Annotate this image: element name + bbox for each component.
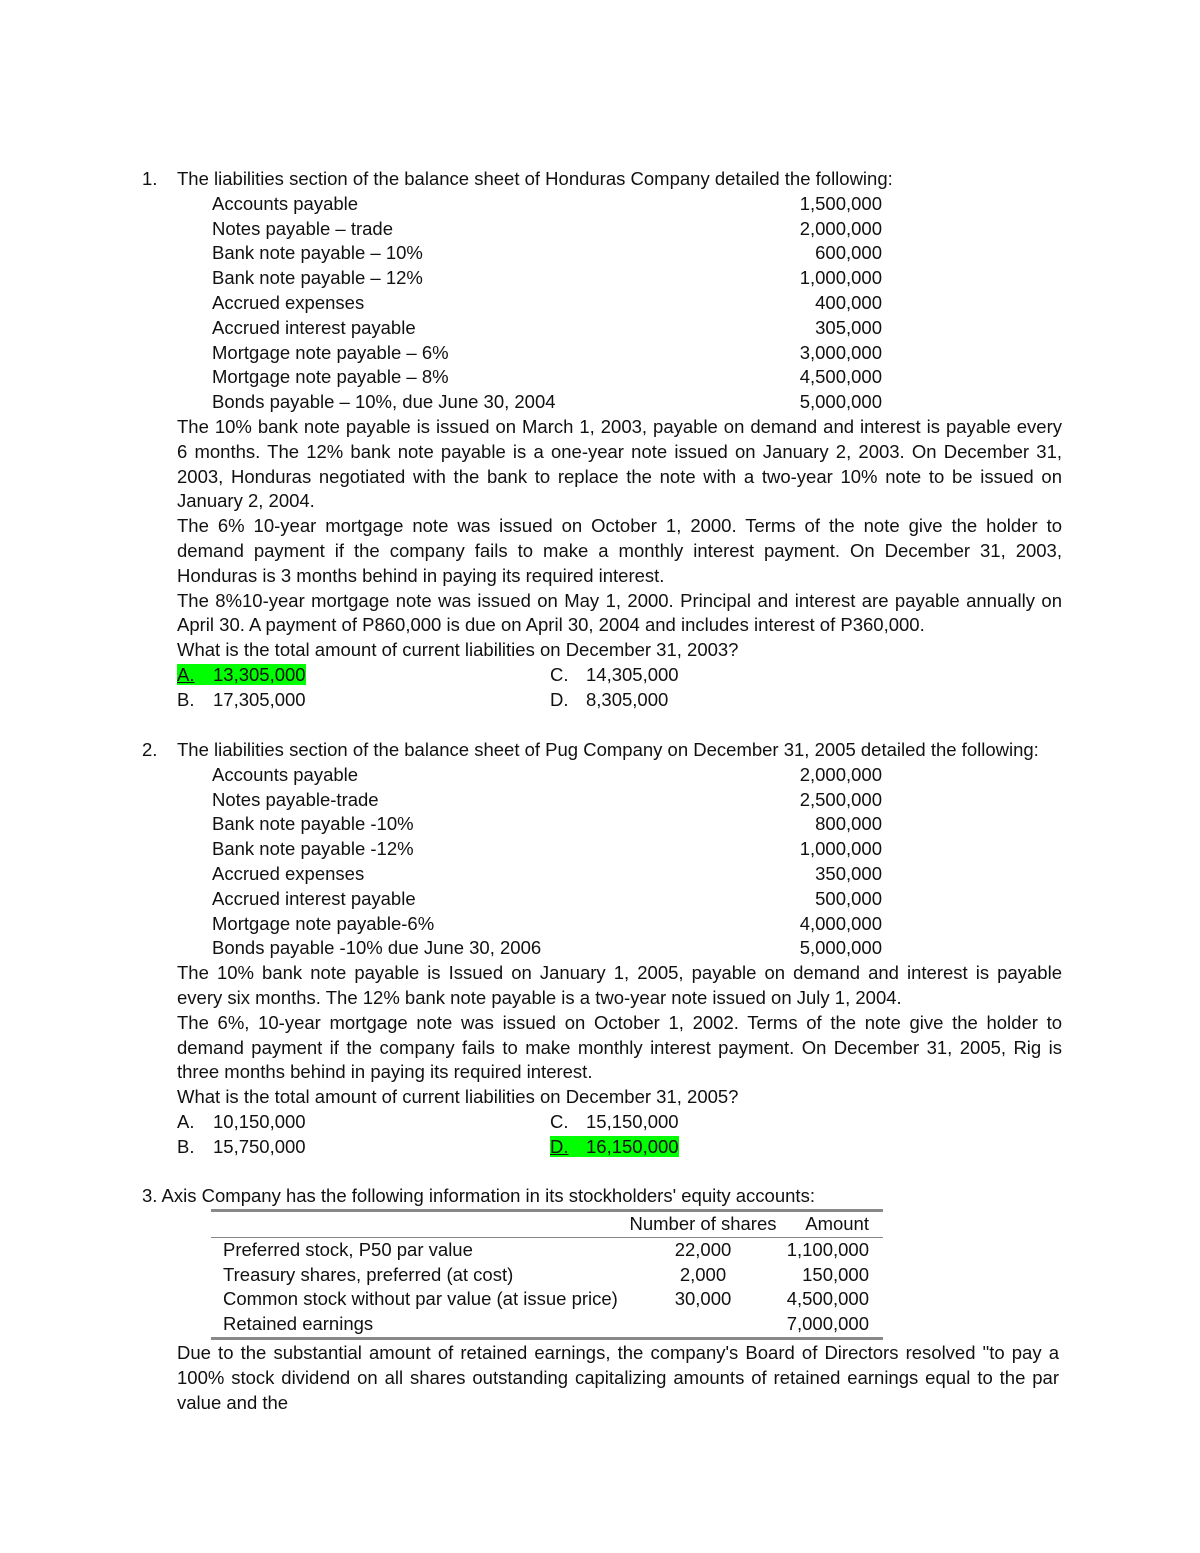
choice-b[interactable]: B. 15,750,000 [177,1135,306,1157]
liability-row: Bonds payable – 10%, due June 30, 2004 5,000,000 [212,391,882,413]
table-row: Treasury shares, preferred (at cost) 2,000 150,000 [223,1263,869,1285]
table-row: Preferred stock, P50 par value 22,000 1,100,000 [223,1238,869,1260]
liability-row: Accrued expenses 400,000 [212,291,882,313]
answer-choices [177,1110,1062,1160]
question-number: 1. [142,168,158,189]
liability-row: Bank note payable -12% 1,000,000 [212,838,882,860]
choice-c[interactable]: C. 15,150,000 [550,1110,679,1132]
question-1 [142,167,1062,713]
question-number: 2. [142,739,158,760]
question-3-stem: 3. Axis Company has the following information in its stockholders' equity accounts: [142,1185,815,1206]
liability-row: Bank note payable – 10% 600,000 [212,242,882,264]
liability-row: Mortgage note payable – 6% 3,000,000 [212,341,882,363]
table-header-row [211,1211,883,1238]
question-body [142,738,1062,1160]
question-2 [142,738,1062,1160]
question-body [142,167,1062,713]
liability-row: Bank note payable – 12% 1,000,000 [212,267,882,289]
liability-row: Accounts payable 2,000,000 [212,763,882,785]
liability-row: Accrued expenses 350,000 [212,862,882,884]
liability-row: Mortgage note payable-6% 4,000,000 [212,912,882,934]
column-header-amount: Amount [783,1211,883,1238]
paragraph: The 10% bank note payable is Issued on January 1, 2005, payable on demand and interest is payable every six months. The 12% bank note payable is a two-year note issued on July 1, 2004. [177,962,1062,1008]
paragraph: The 6% 10-year mortgage note was issued on October 1, 2000. Terms of the note give the holder to demand payment if the company fails to make a monthly interest payment. On December 31, 2003, Honduras is 3 months behind in paying its required interest. [177,515,1062,586]
choice-c[interactable]: C. 14,305,000 [550,663,679,685]
liability-row: Notes payable-trade 2,500,000 [212,788,882,810]
liability-row: Bonds payable -10% due June 30, 2006 5,000,000 [212,937,882,959]
choice-d[interactable]: D. 16,150,000 [550,1135,679,1157]
answer-choices [177,663,1062,713]
choice-a[interactable]: A. 13,305,000 [177,663,306,685]
liability-row: Notes payable – trade 2,000,000 [212,217,882,239]
choice-d[interactable]: D. 8,305,000 [550,688,669,710]
question-stem: The liabilities section of the balance sheet of Pug Company on December 31, 2005 detailed the following: [177,739,1039,760]
paragraph: The 10% bank note payable is issued on March 1, 2003, payable on demand and interest is payable every 6 months. The 12% bank note payable is a one-year note issued on January 2, 2003. On December 31, 2003, Honduras negotiated with the bank to replace the note with a two-year 10% note to be issued on January 2, 2004. [177,415,1062,512]
liability-row: Bank note payable -10% 800,000 [212,813,882,835]
liability-row: Accrued interest payable 500,000 [212,887,882,909]
equity-table [211,1209,883,1340]
question-prompt: What is the total amount of current liabilities on December 31, 2005? [177,1086,739,1108]
liability-row: Accrued interest payable 305,000 [212,316,882,338]
table-row: Retained earnings 7,000,000 [211,1312,883,1338]
choice-b[interactable]: B. 17,305,000 [177,688,306,710]
choice-a[interactable]: A. 10,150,000 [177,1110,306,1132]
liabilities-list [177,763,882,961]
question-prompt: What is the total amount of current liabilities on December 31, 2003? [177,639,739,661]
paragraph: Due to the substantial amount of retained earnings, the company's Board of Directors resolved "to pay a 100% stock dividend on all shares outstanding capitalizing amounts of retained earnings equal to the par value and the [177,1342,1059,1413]
paragraph: The 6%, 10-year mortgage note was issued on October 1, 2002. Terms of the note give the holder to demand payment if the company fails to make monthly interest payment. On December 31, 2005, Rig is three months behind in paying its required interest. [177,1011,1062,1083]
liabilities-list [177,192,882,415]
table-row: Common stock without par value (at issue price) 30,000 4,500,000 [223,1288,869,1310]
paragraph: The 8%10-year mortgage note was issued on May 1, 2000. Principal and interest are payable annually on April 30. A payment of P860,000 is due on April 30, 2004 and includes interest of P360,000. [177,589,1062,636]
question-stem: The liabilities section of the balance sheet of Honduras Company detailed the following: [177,168,893,189]
liability-row: Mortgage note payable – 8% 4,500,000 [212,366,882,388]
liability-row: Accounts payable 1,500,000 [212,192,882,214]
column-header-shares: Number of shares [623,1211,783,1238]
